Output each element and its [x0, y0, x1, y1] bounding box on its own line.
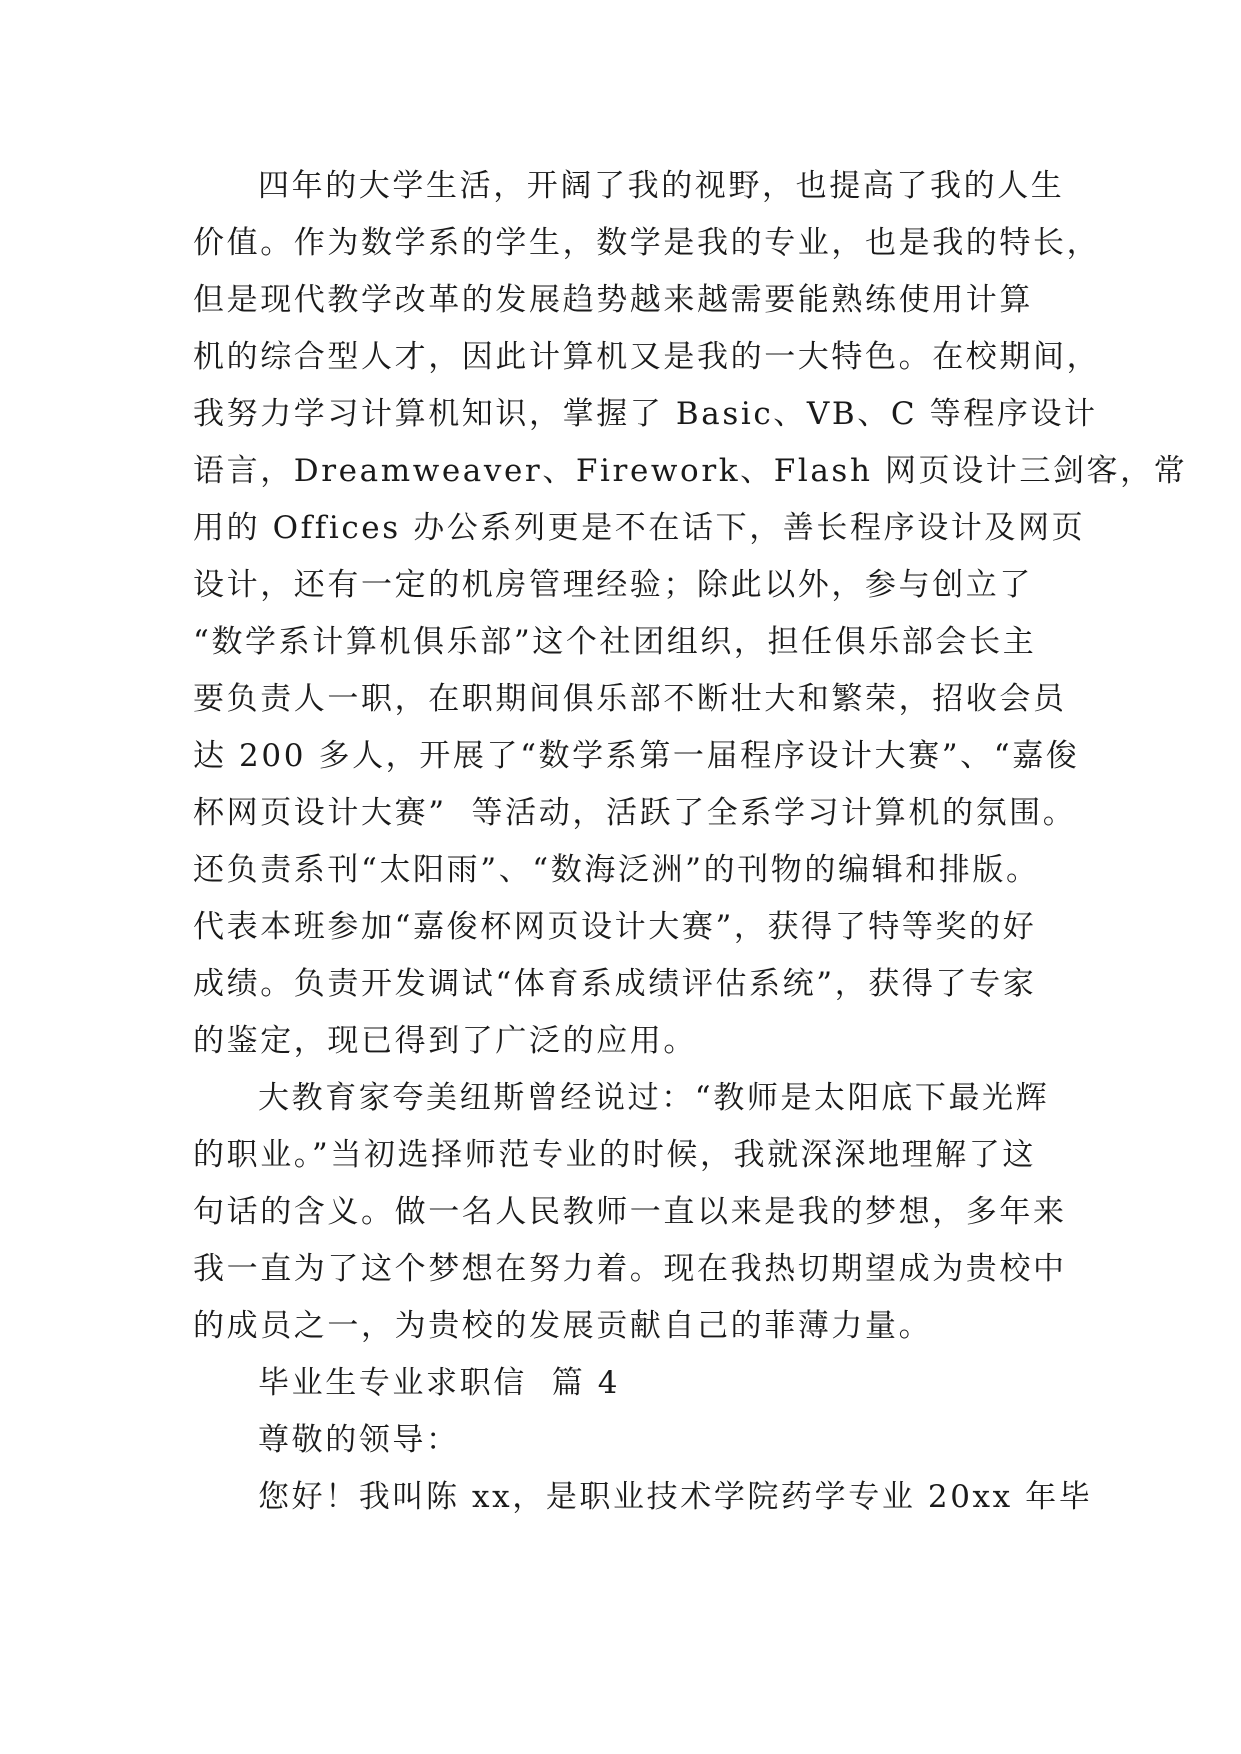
paragraph-1-line-4: 机的综合型人才，因此计算机又是我的一大特色。在校期间， — [193, 339, 1101, 375]
paragraph-1-line-16: 的鉴定，现已得到了广泛的应用。 — [193, 1023, 697, 1059]
paragraph-2-line-2: 的职业。”当初选择师范专业的时候，我就深深地理解了这 — [193, 1137, 1036, 1173]
paragraph-2-line-3: 句话的含义。做一名人民教师一直以来是我的梦想，多年来 — [193, 1194, 1067, 1230]
paragraph-1-line-11: 达 200 多人，开展了“数学系第一届程序设计大赛”、“嘉俊 — [193, 738, 1080, 774]
paragraph-1-line-9: “数学系计算机俱乐部”这个社团组织，担任俱乐部会长主 — [193, 624, 1037, 660]
paragraph-1-line-8: 设计，还有一定的机房管理经验；除此以外，参与创立了 — [193, 567, 1033, 603]
paragraph-1-line-2: 价值。作为数学系的学生，数学是我的专业，也是我的特长， — [193, 225, 1101, 261]
paragraph-2-line-1: 大教育家夸美纽斯曾经说过：“教师是太阳底下最光辉 — [258, 1080, 1050, 1116]
paragraph-1-line-15: 成绩。负责开发调试“体育系成绩评估系统”，获得了专家 — [193, 966, 1037, 1002]
paragraph-2-line-4: 我一直为了这个梦想在努力着。现在我热切期望成为贵校中 — [193, 1251, 1067, 1287]
paragraph-1-line-12: 杯网页设计大赛” 等活动，活跃了全系学习计算机的氛围。 — [193, 795, 1077, 831]
paragraph-1-line-14: 代表本班参加“嘉俊杯网页设计大赛”，获得了特等奖的好 — [193, 909, 1037, 945]
paragraph-1-line-7: 用的 Offices 办公系列更是不在话下，善长程序设计及网页 — [193, 510, 1086, 546]
greeting-line: 您好！我叫陈 xx，是职业技术学院药学专业 20xx 年毕 — [258, 1479, 1093, 1515]
paragraph-1-line-3: 但是现代教学改革的发展趋势越来越需要能熟练使用计算 — [193, 282, 1033, 318]
paragraph-1-line-10: 要负责人一职，在职期间俱乐部不断壮大和繁荣，招收会员 — [193, 681, 1067, 717]
paragraph-1-line-5: 我努力学习计算机知识，掌握了 Basic、VB、C 等程序设计 — [193, 396, 1098, 432]
paragraph-1-line-1: 四年的大学生活，开阔了我的视野，也提高了我的人生 — [258, 168, 1065, 204]
paragraph-1-line-13: 还负责系刊“太阳雨”、“数海泛洲”的刊物的编辑和排版。 — [193, 852, 1040, 888]
salutation: 尊敬的领导： — [258, 1422, 460, 1458]
paragraph-2-line-5: 的成员之一，为贵校的发展贡献自己的菲薄力量。 — [193, 1308, 933, 1344]
paragraph-1-line-6: 语言，Dreamweaver、Firework、Flash 网页设计三剑客，常 — [193, 453, 1188, 489]
section-heading: 毕业生专业求职信 篇 4 — [258, 1365, 621, 1401]
